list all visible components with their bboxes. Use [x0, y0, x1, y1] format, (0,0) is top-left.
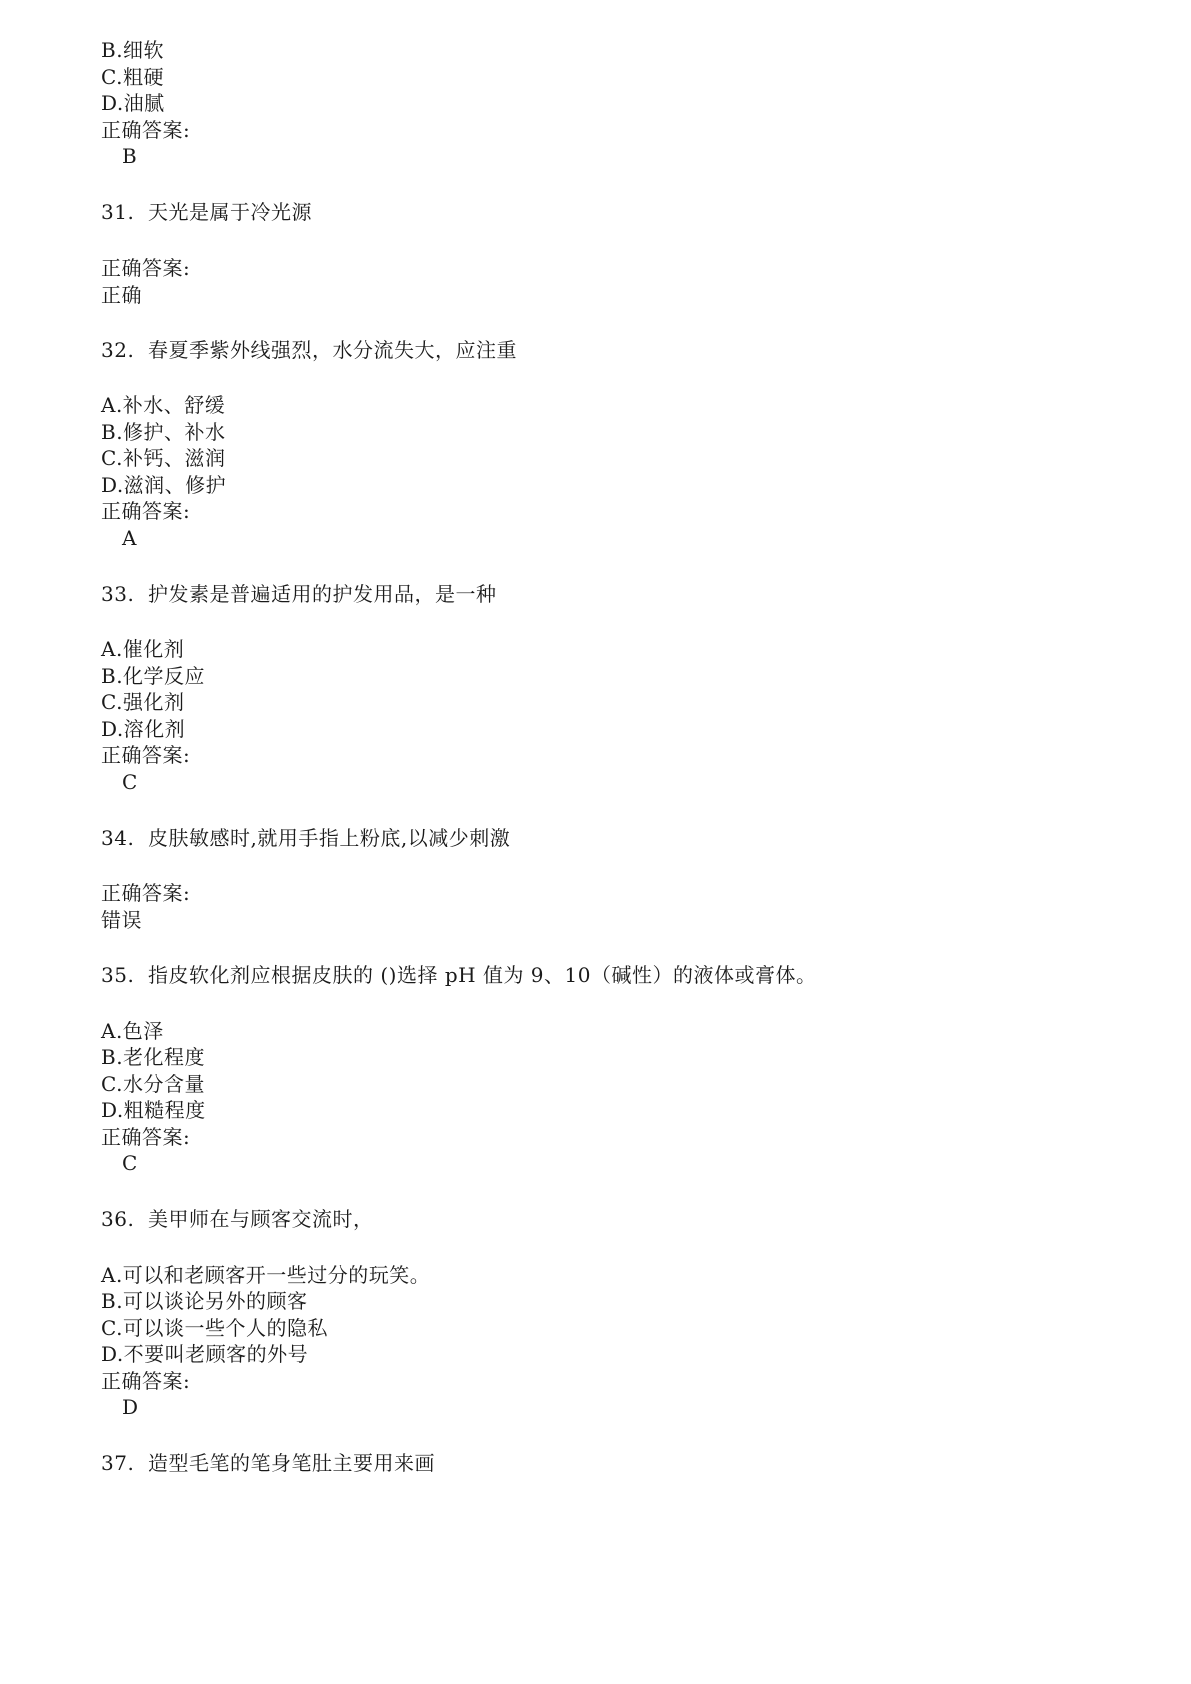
- question-35: 35. 指皮软化剂应根据皮肤的 ()选择 pH 值为 9、10（碱性）的液体或膏体。: [101, 963, 817, 987]
- answer-value: D: [122, 1395, 139, 1419]
- option-a: A.催化剂: [101, 637, 185, 661]
- option-b: B.化学反应: [101, 664, 206, 688]
- option-b: B.可以谈论另外的顾客: [101, 1289, 308, 1313]
- option-a: A.色泽: [101, 1019, 164, 1043]
- answer-label: 正确答案:: [101, 256, 191, 280]
- option-c: C.水分含量: [101, 1072, 205, 1096]
- question-32: 32. 春夏季紫外线强烈，水分流失大，应注重: [101, 338, 518, 362]
- option-d: D.粗糙程度: [101, 1098, 206, 1122]
- answer-value: C: [122, 770, 138, 794]
- question-37: 37. 造型毛笔的笔身笔肚主要用来画: [101, 1451, 436, 1475]
- answer-value: A: [122, 526, 137, 550]
- answer-value: 正确: [101, 283, 142, 307]
- option-c: C.强化剂: [101, 690, 185, 714]
- option-d: D.不要叫老顾客的外号: [101, 1342, 309, 1366]
- question-33: 33. 护发素是普遍适用的护发用品，是一种: [101, 582, 497, 606]
- answer-label: 正确答案:: [101, 499, 191, 523]
- option-b: B.细软: [101, 38, 165, 62]
- answer-label: 正确答案:: [101, 118, 191, 142]
- answer-value: C: [122, 1151, 138, 1175]
- answer-value: 错误: [101, 908, 142, 932]
- option-d: D.油腻: [101, 91, 165, 115]
- question-31: 31. 天光是属于冷光源: [101, 200, 313, 224]
- answer-label: 正确答案:: [101, 881, 191, 905]
- answer-label: 正确答案:: [101, 1125, 191, 1149]
- question-34: 34. 皮肤敏感时,就用手指上粉底,以减少刺激: [101, 826, 511, 850]
- option-c: C.补钙、滋润: [101, 446, 226, 470]
- answer-label: 正确答案:: [101, 743, 191, 767]
- option-a: A.可以和老顾客开一些过分的玩笑。: [101, 1263, 431, 1287]
- option-c: C.粗硬: [101, 65, 164, 89]
- option-a: A.补水、舒缓: [101, 393, 226, 417]
- option-d: D.滋润、修护: [101, 473, 227, 497]
- question-36: 36. 美甲师在与顾客交流时，: [101, 1207, 374, 1231]
- option-c: C.可以谈一些个人的隐私: [101, 1316, 328, 1340]
- answer-value: B: [122, 144, 138, 168]
- option-d: D.溶化剂: [101, 717, 186, 741]
- option-b: B.老化程度: [101, 1045, 206, 1069]
- option-b: B.修护、补水: [101, 420, 226, 444]
- answer-label: 正确答案:: [101, 1369, 191, 1393]
